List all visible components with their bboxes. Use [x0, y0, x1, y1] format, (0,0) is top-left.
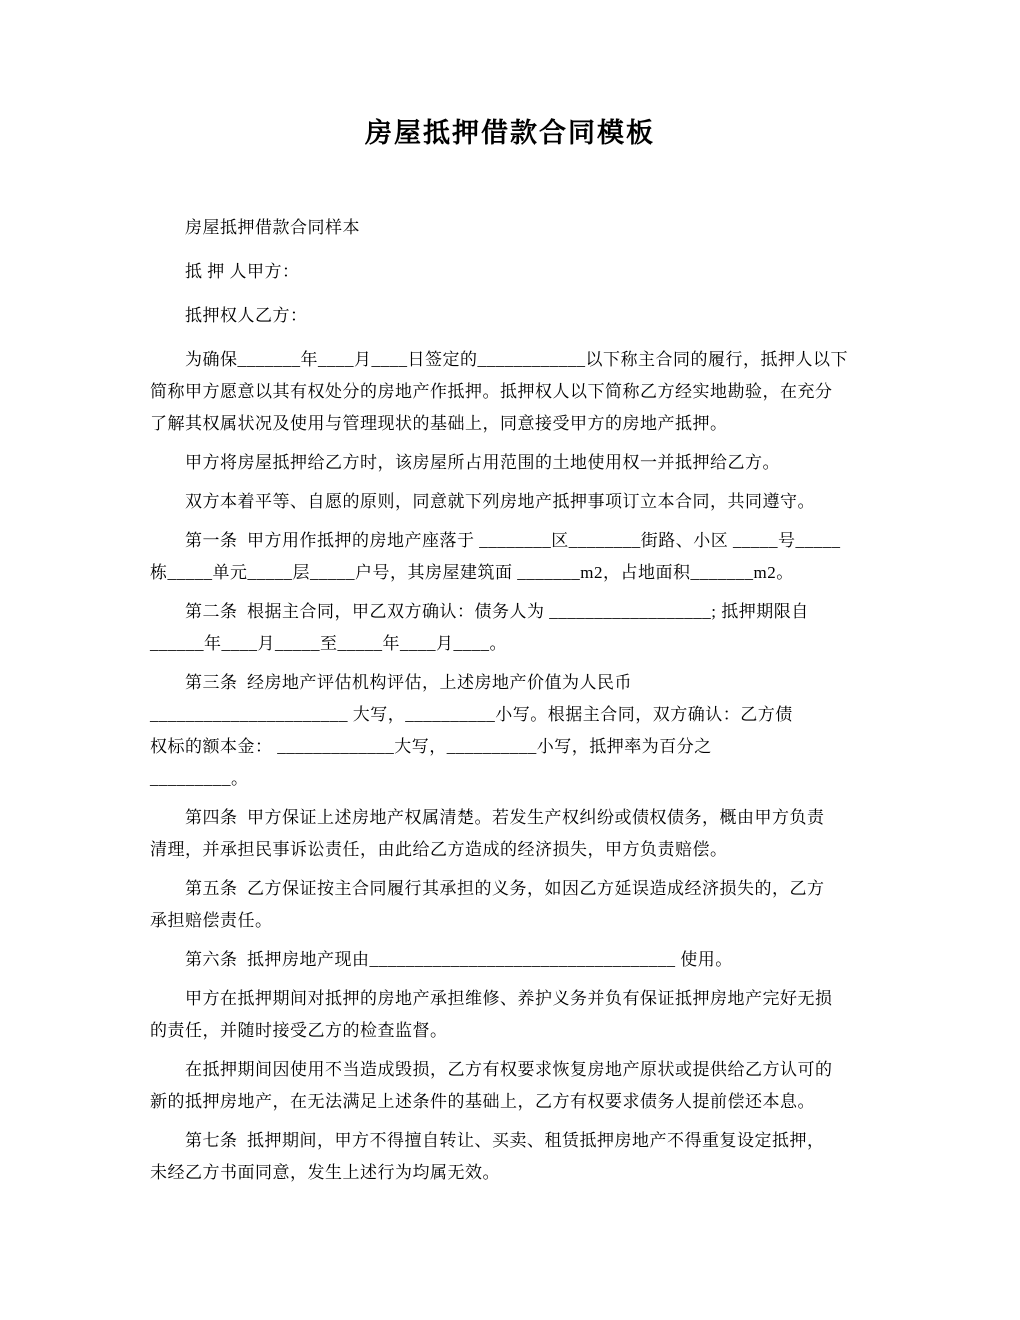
text-line: 栋_____单元_____层_____户号，其房屋建筑面 _______m2，占地面积_______m2。: [150, 563, 794, 582]
text-line: 第五条 乙方保证按主合同履行其承担的义务，如因乙方延误造成经济损失的，乙方: [185, 879, 825, 898]
text-line: 为确保_______年____月____日签定的____________以下称主合同的履行，抵押人以下: [185, 350, 848, 369]
paragraph: [150, 486, 872, 518]
text-line: 了解其权属状况及使用与管理现状的基础上，同意接受甲方的房地产抵押。: [150, 414, 728, 433]
text-line: 未经乙方书面同意，发生上述行为均属无效。: [150, 1163, 500, 1182]
text-line: 甲方在抵押期间对抵押的房地产承担维修、养护义务并负有保证抵押房地产完好无损: [185, 989, 833, 1008]
text-line: 双方本着平等、自愿的原则，同意就下列房地产抵押事项订立本合同，共同遵守。: [185, 492, 815, 511]
text-line: 抵押权人乙方：: [185, 306, 308, 325]
document-title: 房屋抵押借款合同模板: [365, 118, 655, 148]
paragraph: [150, 300, 872, 332]
paragraph: [150, 1054, 872, 1118]
paragraph: [150, 447, 872, 479]
paragraph: [150, 596, 872, 660]
text-line: 抵 押 人甲方：: [185, 262, 300, 281]
text-line: 第六条 抵押房地产现由__________________________________ 使用。: [185, 950, 733, 969]
text-line: 承担赔偿责任。: [150, 911, 273, 930]
text-line: ______年____月_____至_____年____月____。: [150, 634, 507, 653]
text-line: 甲方将房屋抵押给乙方时，该房屋所占用范围的土地使用权一并抵押给乙方。: [185, 453, 780, 472]
paragraph: [150, 667, 872, 795]
paragraph: [150, 983, 872, 1047]
paragraph: [150, 256, 872, 288]
text-line: 第三条 经房地产评估机构评估，上述房地产价值为人民币: [185, 673, 632, 692]
text-line: 新的抵押房地产，在无法满足上述条件的基础上，乙方有权要求债务人提前偿还本息。: [150, 1092, 815, 1111]
document-body: [150, 212, 872, 1189]
text-line: 房屋抵押借款合同样本: [185, 218, 360, 237]
text-line: 的责任，并随时接受乙方的检查监督。: [150, 1021, 448, 1040]
text-line: 在抵押期间因使用不当造成毁损，乙方有权要求恢复房地产原状或提供给乙方认可的: [185, 1060, 833, 1079]
text-line: 清理，并承担民事诉讼责任，由此给乙方造成的经济损失，甲方负责赔偿。: [150, 840, 728, 859]
paragraph: [150, 525, 872, 589]
paragraph: [150, 344, 872, 440]
text-line: 权标的额本金： _____________大写，__________小写，抵押率为百分之: [150, 737, 712, 756]
text-line: 第一条 甲方用作抵押的房地产座落于 ________区________街路、小区 _____号_____: [185, 531, 841, 550]
paragraph: [150, 1125, 872, 1189]
paragraph: [150, 873, 872, 937]
paragraph: [150, 212, 872, 244]
text-line: 简称甲方愿意以其有权处分的房地产作抵押。抵押权人以下简称乙方经实地勘验，在充分: [150, 382, 833, 401]
text-line: _________。: [150, 769, 249, 788]
text-line: 第七条 抵押期间，甲方不得擅自转让、买卖、租赁抵押房地产不得重复设定抵押，: [185, 1131, 825, 1150]
text-line: 第二条 根据主合同，甲乙双方确认：债务人为 __________________; 抵押期限自: [185, 602, 809, 621]
paragraph: [150, 944, 872, 976]
text-line: ______________________ 大写，__________小写。根据主合同，双方确认：乙方债: [150, 705, 793, 724]
paragraph: [150, 802, 872, 866]
text-line: 第四条 甲方保证上述房地产权属清楚。若发生产权纠纷或债权债务，概由甲方负责: [185, 808, 825, 827]
